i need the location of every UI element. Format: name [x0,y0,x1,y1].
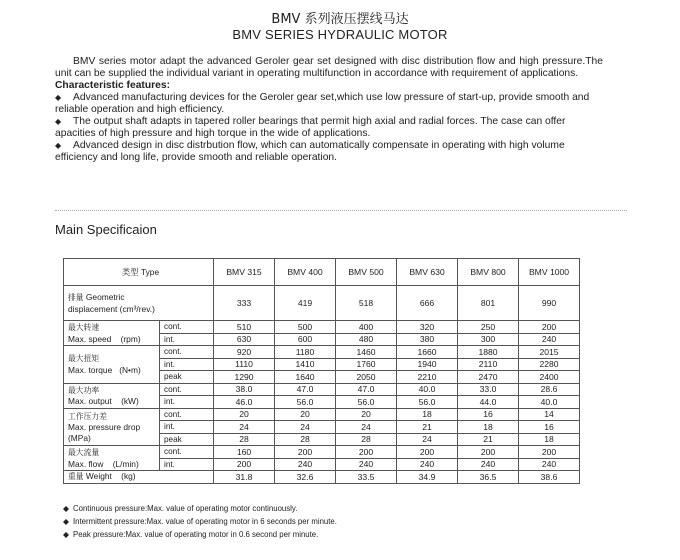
bullet-icon: ◆ [63,504,69,513]
table-cell: 240 [397,458,458,471]
table-cell: 240 [519,458,580,471]
table-cell: 1180 [275,346,336,359]
table-header-row [64,259,580,286]
type-header: 类型 Type [64,259,214,286]
table-cell: 24 [397,433,458,446]
row-label-torque: 最大扭矩 Max. torque (N•m) [64,346,160,384]
table-cell: 2110 [458,358,519,371]
model-header: BMV 315 [214,259,275,286]
sub-label: int. [160,458,214,471]
table-cell: 56.0 [275,396,336,409]
table-cell: 630 [214,333,275,346]
table-cell: 20 [336,408,397,421]
table-cell: 320 [397,321,458,334]
table-cell: 20 [214,408,275,421]
table-cell: 666 [397,286,458,321]
table-cell: 28 [336,433,397,446]
table-cell: 250 [458,321,519,334]
table-cell: 200 [519,321,580,334]
model-header: BMV 500 [336,259,397,286]
table-cell: 18 [519,433,580,446]
feature-item: ◆ Advanced manufacturing devices for the Geroler gear set,which use low pressure of start-up, provide smooth and reliable operation and high efficiency. [55,92,590,115]
table-row [64,286,580,321]
table-cell: 56.0 [336,396,397,409]
bullet-icon: ◆ [55,117,62,126]
table-row [64,408,580,421]
sub-label: peak [160,433,214,446]
table-cell: 33.5 [336,471,397,484]
spec-title: Main Specificaion [55,222,157,237]
table-cell: 1760 [336,358,397,371]
table-cell: 200 [397,446,458,459]
bullet-icon: ◆ [63,516,69,526]
table-cell: 1290 [214,371,275,384]
table-cell: 2210 [397,371,458,384]
sub-label: int. [160,396,214,409]
table-cell: 990 [519,286,580,321]
table-cell: 1460 [336,346,397,359]
note-item: ◆ Peak pressure:Max. value of operating motor in 0.6 second per minute. [63,529,337,542]
table-cell: 38.0 [214,383,275,396]
sub-label: cont. [160,408,214,421]
feature-item: ◆ The output shaft adapts in tapered roller bearings that permit high axial and radial forces. The case can offer apacities of high pressure and high torque in the wide of applications. [55,116,566,139]
table-cell: 600 [275,333,336,346]
table-cell: 21 [458,433,519,446]
row-label-weight: 重量 Weight (kg) [64,471,214,484]
table-cell: 34.9 [397,471,458,484]
table-cell: 2050 [336,371,397,384]
sub-label: int. [160,358,214,371]
model-header: BMV 800 [458,259,519,286]
table-cell: 1110 [214,358,275,371]
notes [63,503,337,541]
table-cell: 40.0 [397,383,458,396]
table-cell: 480 [336,333,397,346]
table-cell: 2015 [519,346,580,359]
table-cell: 2400 [519,371,580,384]
table-cell: 1940 [397,358,458,371]
table-row [64,471,580,484]
table-cell: 300 [458,333,519,346]
table-cell: 518 [336,286,397,321]
table-cell: 47.0 [275,383,336,396]
table-cell: 1640 [275,371,336,384]
feature-item: ◆ Advanced design in disc distrbution flow, which can automatically compensate in operating with high volume efficiency and long life, provide smooth and reliable operation. [55,140,565,163]
row-label-geometric: 排量 Geometric displacement (cm³/rev.) [64,286,214,321]
table-cell: 24 [275,421,336,434]
table-cell: 500 [275,321,336,334]
table-cell: 32.6 [275,471,336,484]
table-cell: 240 [275,458,336,471]
table-cell: 36.5 [458,471,519,484]
table-cell: 200 [336,446,397,459]
table-row [64,446,580,459]
table-cell: 240 [336,458,397,471]
title-chinese: BMV 系列液压摆线马达 [271,12,409,27]
table-cell: 56.0 [397,396,458,409]
intro-section [55,56,603,164]
bullet-icon: ◆ [55,93,62,102]
sub-label: cont. [160,321,214,334]
table-cell: 419 [275,286,336,321]
table-cell: 16 [458,408,519,421]
table-row [64,383,580,396]
table-cell: 33.0 [458,383,519,396]
sub-label: cont. [160,383,214,396]
spec-table [63,258,580,484]
row-label-flow: 最大流量 Max. flow (L/min) [64,446,160,471]
table-cell: 510 [214,321,275,334]
sub-label: int. [160,333,214,346]
model-header: BMV 400 [275,259,336,286]
table-cell: 1660 [397,346,458,359]
table-cell: 18 [458,421,519,434]
table-cell: 40.0 [519,396,580,409]
bullet-icon: ◆ [63,529,69,539]
table-cell: 28 [275,433,336,446]
table-cell: 801 [458,286,519,321]
table-cell: 16 [519,421,580,434]
table-cell: 18 [397,408,458,421]
sub-label: int. [160,421,214,434]
table-cell: 400 [336,321,397,334]
sub-label: cont. [160,446,214,459]
features-heading: Characteristic features: [55,80,171,91]
table-cell: 240 [458,458,519,471]
table-cell: 21 [397,421,458,434]
table-cell: 160 [214,446,275,459]
table-cell: 20 [275,408,336,421]
table-cell: 28.6 [519,383,580,396]
table-cell: 2470 [458,371,519,384]
table-cell: 200 [214,458,275,471]
table-cell: 200 [519,446,580,459]
row-label-output: 最大功率 Max. output (kW) [64,383,160,408]
table-cell: 380 [397,333,458,346]
table-row [64,321,580,334]
row-label-speed: 最大转速 Max. speed (rpm) [64,321,160,346]
table-cell: 1880 [458,346,519,359]
table-cell: 46.0 [214,396,275,409]
intro-paragraph: BMV series motor adapt the advanced Geroler gear set designed with disc distribution flow and high pressure.The unit can be supplied the individual variant in operating multifunction in accordance with requirement of applications. [55,56,603,79]
table-cell: 333 [214,286,275,321]
table-cell: 200 [275,446,336,459]
sub-label: peak [160,371,214,384]
note-item: ◆ Intermittent pressure:Max. value of operating motor in 6 seconds per minute. [63,516,337,529]
table-cell: 38.6 [519,471,580,484]
model-header: BMV 1000 [519,259,580,286]
sub-label: cont. [160,346,214,359]
table-cell: 28 [214,433,275,446]
table-cell: 31.8 [214,471,275,484]
row-label-pressure: 工作压力差 Max. pressure drop (MPa) [64,408,160,446]
table-cell: 14 [519,408,580,421]
title-english: BMV SERIES HYDRAULIC MOTOR [232,27,448,42]
model-header: BMV 630 [397,259,458,286]
table-cell: 47.0 [336,383,397,396]
divider [55,210,627,211]
table-cell: 44.0 [458,396,519,409]
table-cell: 2280 [519,358,580,371]
note-item: ◆ Continuous pressure:Max. value of operating motor continuously. [63,503,337,516]
table-row [64,346,580,359]
table-cell: 24 [214,421,275,434]
table-cell: 24 [336,421,397,434]
bullet-icon: ◆ [55,141,62,150]
table-cell: 1410 [275,358,336,371]
table-cell: 200 [458,446,519,459]
table-cell: 240 [519,333,580,346]
table-cell: 920 [214,346,275,359]
